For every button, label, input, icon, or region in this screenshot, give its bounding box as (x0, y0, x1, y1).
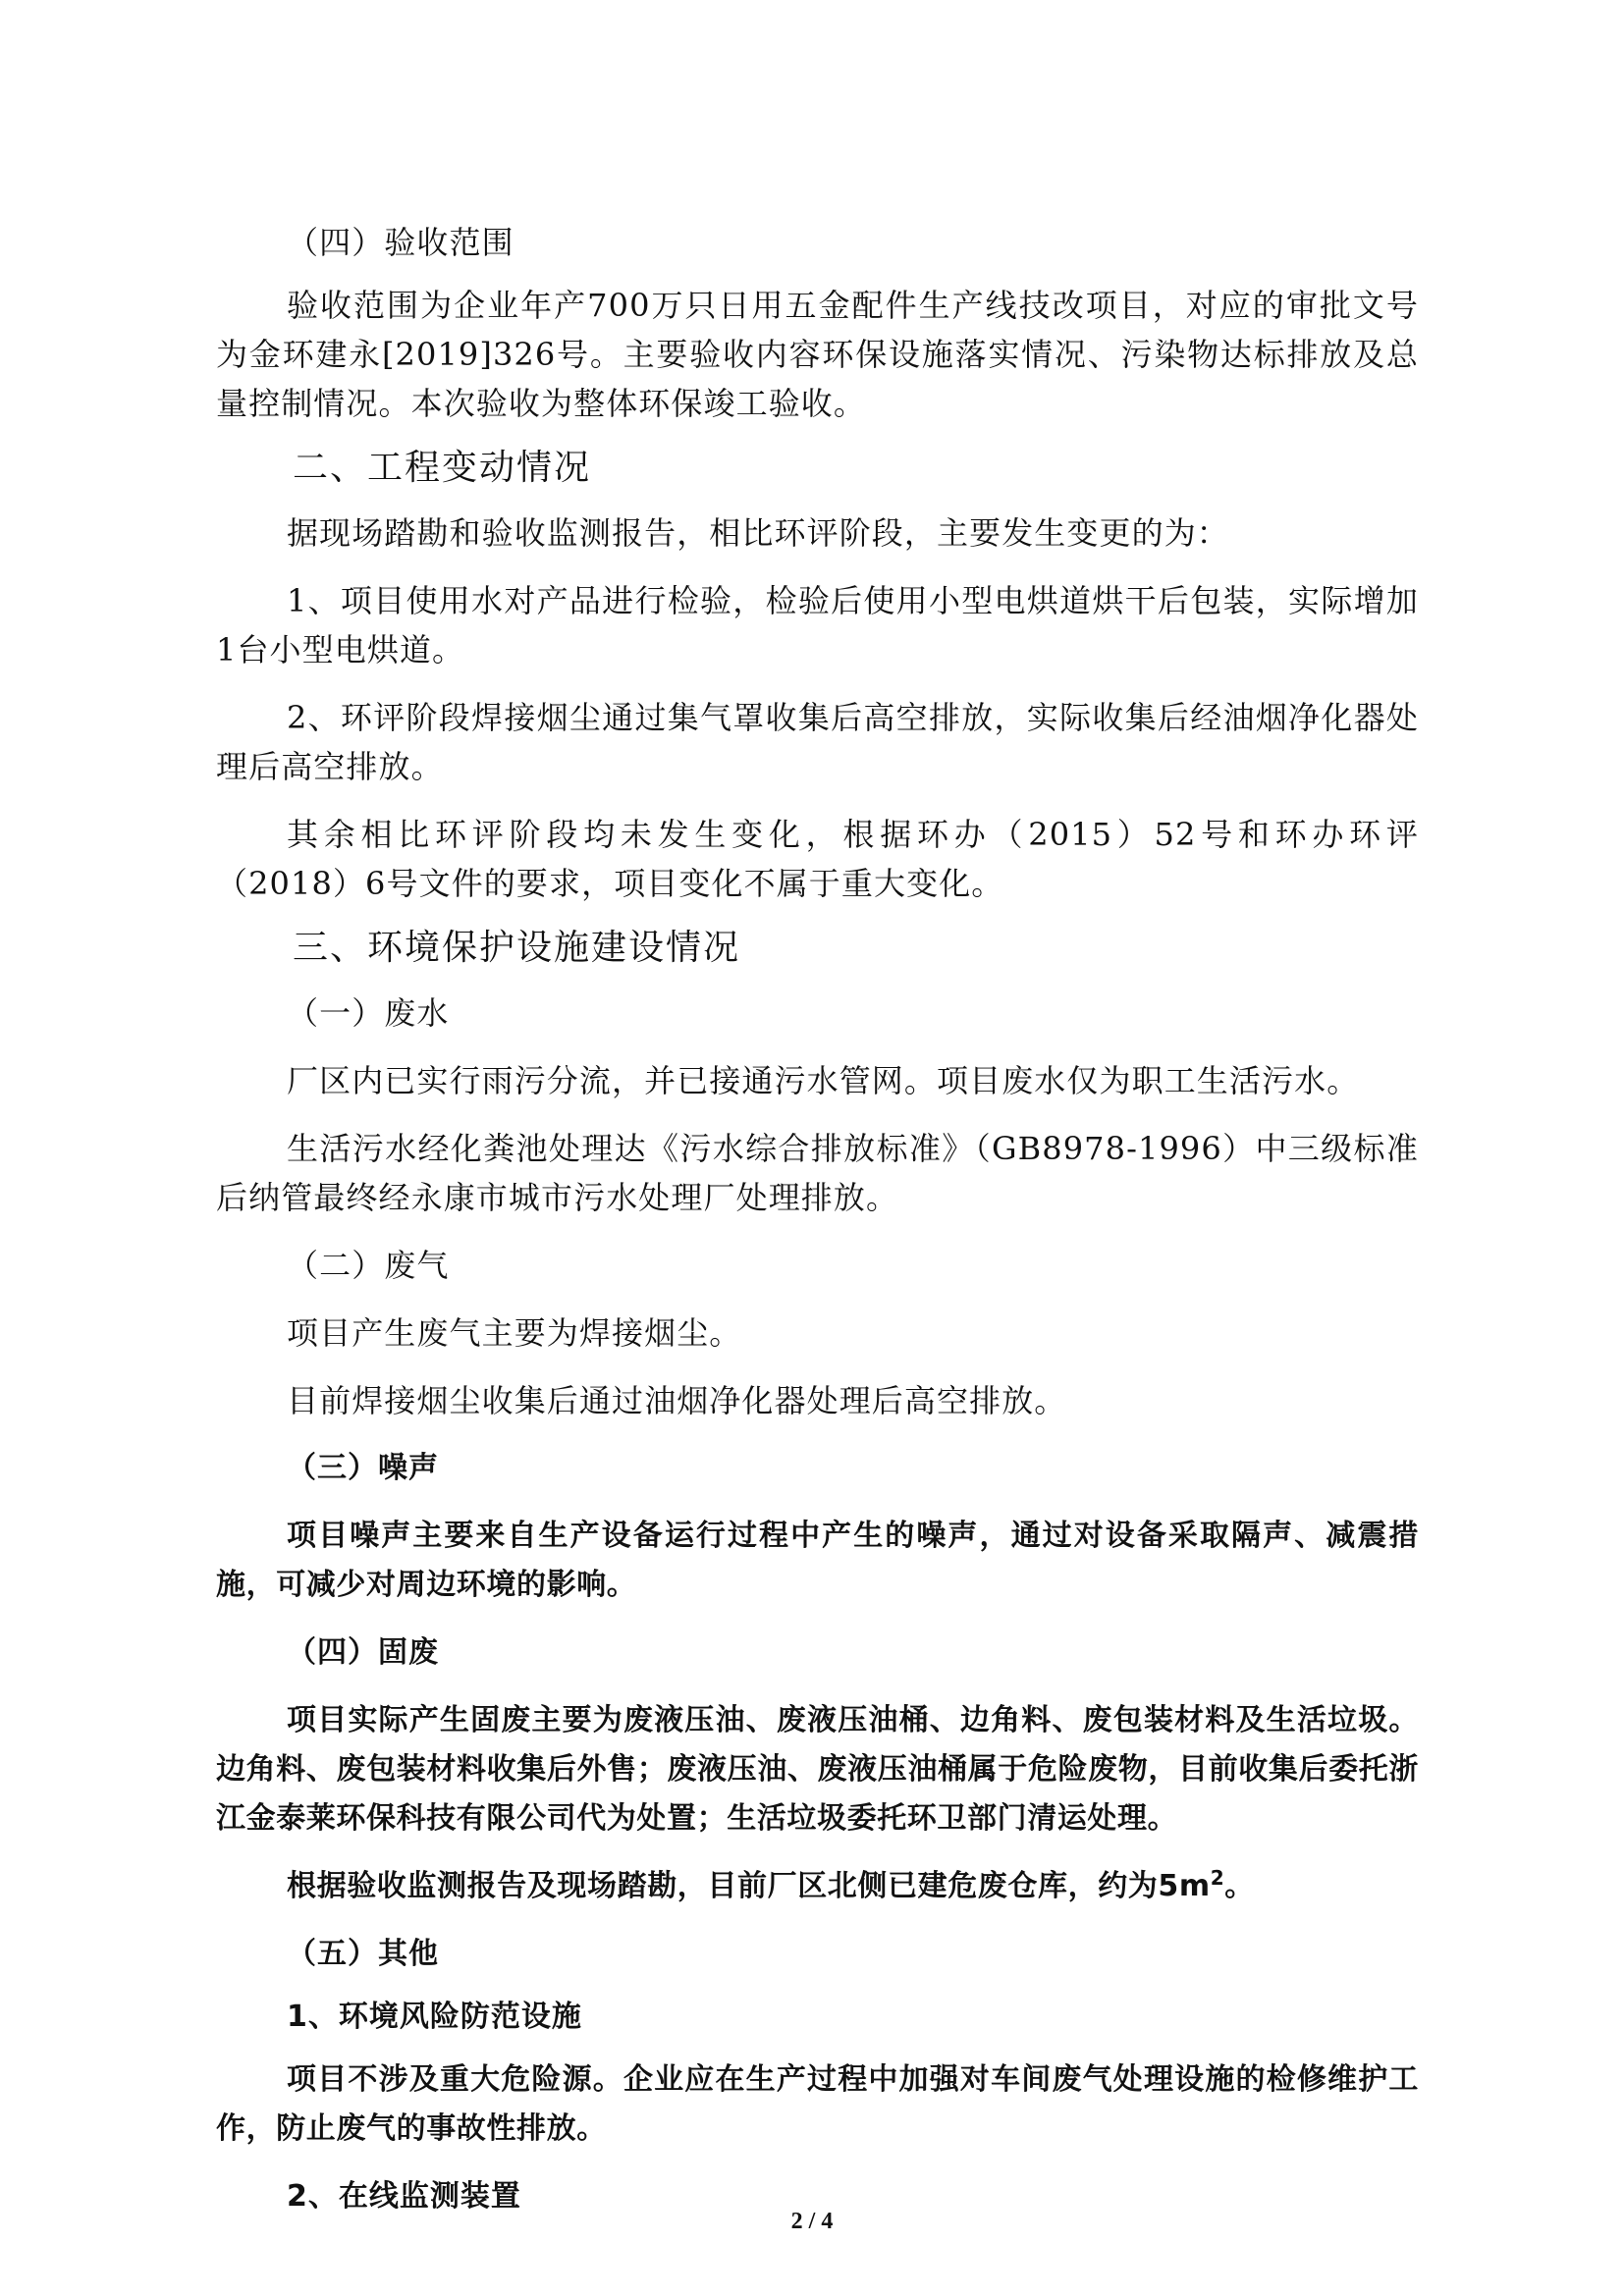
paragraph-acceptance-scope: 验收范围为企业年产700万只日用五金配件生产线技改项目，对应的审批文号为金环建永[2019]326号。主要验收内容环保设施落实情况、污染物达标排放及总量控制情况。本次验收为整体环保竣工验收。 (216, 287, 1419, 422)
solid-waste-2-end: 。 (1224, 1869, 1255, 1903)
paragraph-solid-waste-2 (216, 1862, 1419, 1911)
subsection-heading-solid-waste: （四）固废 (287, 1635, 439, 1670)
paragraph-wastewater-1: 厂区内已实行雨污分流，并已接通污水管网。项目废水仅为职工生活污水。 (287, 1062, 1360, 1099)
subsection-heading-other: （五）其他 (287, 1937, 439, 1971)
page-number: 2 / 4 (790, 2209, 834, 2234)
paragraph-risk-prevention: 项目不涉及重大危险源。企业应在生产过程中加强对车间废气处理设施的检修维护工作，防止废气的事故性排放。 (216, 2062, 1419, 2146)
item-heading-risk-prevention: 1、环境风险防范设施 (287, 2000, 582, 2034)
subsection-heading-wastewater: （一）废水 (287, 994, 450, 1032)
paragraph-exhaust-2: 目前焊接烟尘收集后通过油烟净化器处理后高空排放。 (287, 1382, 1067, 1419)
subsection-heading-exhaust: （二）废气 (287, 1247, 450, 1284)
paragraph-solid-waste-1: 项目实际产生固废主要为废液压油、废液压油桶、边角料、废包装材料及生活垃圾。边角料、废包装材料收集后外售；废液压油、废液压油桶属于危险废物，目前收集后委托浙江金泰莱环保科技有限公司代为处置；生活垃圾委托环卫部门清运处理。 (216, 1703, 1419, 1836)
paragraph-change-2: 2、环评阶段焊接烟尘通过集气罩收集后高空排放，实际收集后经油烟净化器处理后高空排放。 (216, 699, 1419, 785)
section-heading-project-changes: 二、工程变动情况 (293, 448, 592, 488)
solid-waste-2-superscript: 2 (1210, 1866, 1225, 1890)
paragraph-changes-intro: 据现场踏勘和验收监测报告，相比环评阶段，主要发生变更的为： (287, 514, 1229, 552)
paragraph-noise: 项目噪声主要来自生产设备运行过程中产生的噪声，通过对设备采取隔声、减震措施，可减少对周边环境的影响。 (216, 1519, 1419, 1602)
paragraph-wastewater-2: 生活污水经化粪池处理达《污水综合排放标准》（GB8978-1996）中三级标准后纳管最终经永康市城市污水处理厂处理排放。 (216, 1130, 1419, 1216)
subsection-heading-noise: （三）噪声 (287, 1451, 439, 1485)
paragraph-changes-conclusion: 其余相比环评阶段均未发生变化，根据环办（2015）52号和环办环评（2018）6号文件的要求，项目变化不属于重大变化。 (216, 816, 1419, 902)
section-heading-environmental-facilities: 三、环境保护设施建设情况 (293, 928, 741, 968)
section-heading-acceptance-scope: （四）验收范围 (287, 224, 514, 261)
document-body (216, 218, 1419, 2221)
solid-waste-2-main: 根据验收监测报告及现场踏勘，目前厂区北侧已建危废仓库，约为5m (287, 1869, 1211, 1903)
paragraph-exhaust-1: 项目产生废气主要为焊接烟尘。 (287, 1314, 742, 1352)
item-heading-online-monitoring: 2、在线监测装置 (287, 2179, 521, 2214)
paragraph-change-1: 1、项目使用水对产品进行检验，检验后使用小型电烘道烘干后包装，实际增加1台小型电烘道。 (216, 582, 1419, 668)
